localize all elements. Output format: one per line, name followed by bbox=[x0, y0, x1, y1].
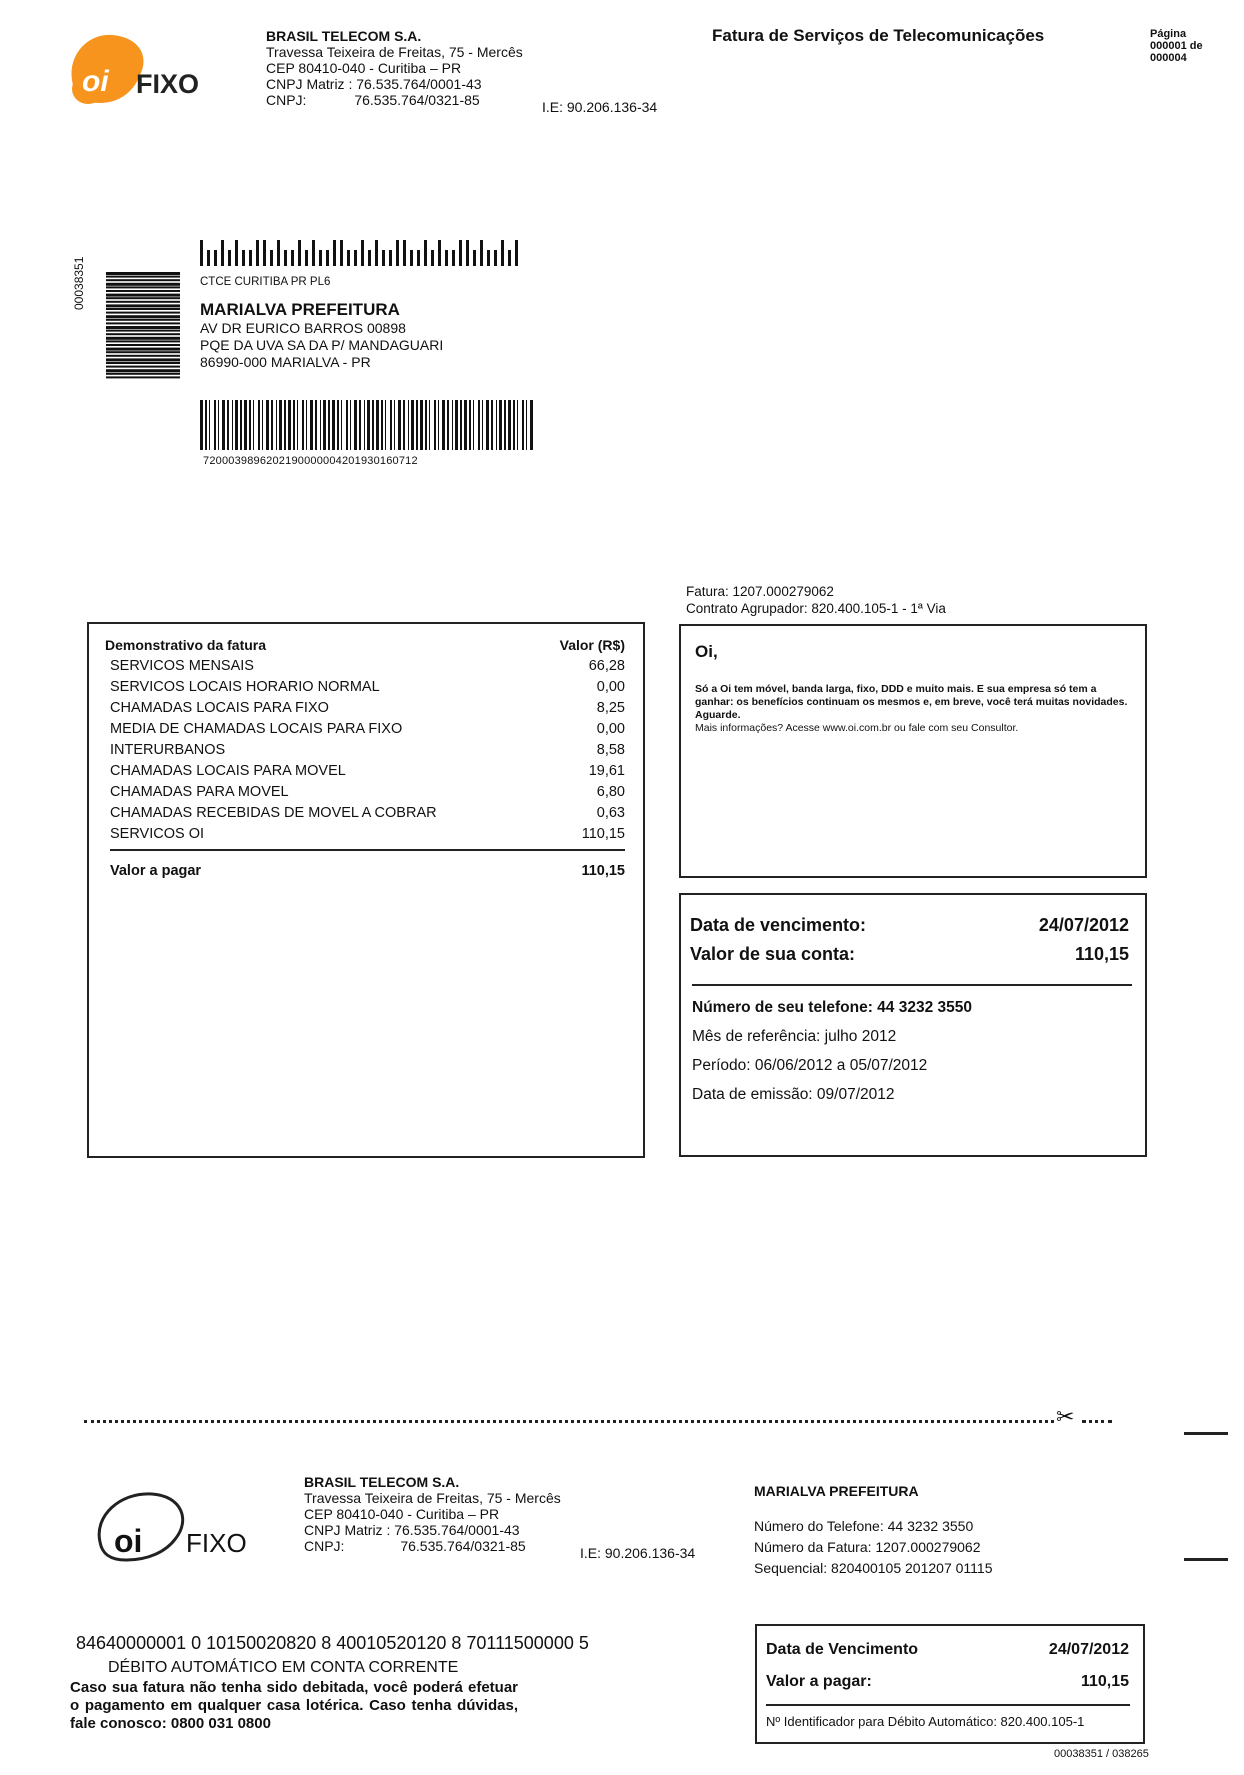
barcode-bar bbox=[359, 400, 361, 450]
summary-amount-value: 110,15 bbox=[1074, 944, 1129, 964]
ctce-label: CTCE CURITIBA PR PL6 bbox=[200, 276, 331, 288]
statement-total-row bbox=[105, 861, 625, 882]
barcode-bar bbox=[526, 400, 527, 450]
page-total: 000004 bbox=[1150, 52, 1187, 64]
message-greeting: Oi, bbox=[695, 642, 718, 661]
side-bar bbox=[106, 369, 180, 372]
summary-amount-label: Valor de sua conta: bbox=[690, 944, 856, 964]
postal-bar bbox=[235, 240, 238, 266]
statement-item-row bbox=[110, 740, 625, 761]
stub-debit-title: DÉBITO AUTOMÁTICO EM CONTA CORRENTE bbox=[108, 1659, 459, 1676]
barcode-bar bbox=[227, 400, 229, 450]
side-bar bbox=[106, 326, 180, 329]
postal-bar bbox=[340, 240, 343, 266]
postal-bar bbox=[396, 240, 399, 266]
company-cnpj-value: 76.535.764/0321-85 bbox=[354, 92, 480, 108]
side-bar bbox=[106, 376, 180, 378]
barcode-bar bbox=[209, 400, 210, 450]
statement-header bbox=[105, 635, 625, 656]
side-bar bbox=[106, 362, 180, 364]
stub-due-value: 24/07/2012 bbox=[1048, 1641, 1129, 1658]
statement-item-value: 0,00 bbox=[596, 721, 625, 737]
stub-company-cnpj-label: CNPJ: bbox=[304, 1538, 345, 1554]
invoice-contract: Contrato Agrupador: 820.400.105-1 - 1ª Via bbox=[686, 601, 946, 616]
statement-item-row bbox=[110, 803, 625, 824]
barcode-bar bbox=[469, 400, 471, 450]
summary-box bbox=[679, 893, 1147, 1157]
postal-bar bbox=[424, 240, 427, 266]
barcode-bar bbox=[504, 400, 506, 450]
barcode-bar bbox=[508, 400, 511, 450]
postal-bar bbox=[242, 250, 245, 266]
postal-bar bbox=[256, 240, 259, 266]
barcode-bar bbox=[232, 400, 233, 450]
statement-total-label: Valor a pagar bbox=[110, 863, 202, 879]
barcode-bar bbox=[200, 400, 203, 450]
barcode-bar bbox=[262, 400, 263, 450]
summary-amount-row bbox=[690, 940, 1129, 969]
stub-company-name: BRASIL TELECOM S.A. bbox=[304, 1474, 460, 1490]
page-label: Página bbox=[1150, 28, 1187, 40]
statement-item-label: CHAMADAS LOCAIS PARA FIXO bbox=[110, 700, 329, 716]
barcode-bar bbox=[416, 400, 418, 450]
barcode-bar bbox=[530, 400, 533, 450]
company-address-1: Travessa Teixeira de Freitas, 75 - Mercês bbox=[266, 44, 523, 60]
recipient-barcode-number: 7200039896202190000004201930160712 bbox=[203, 455, 418, 467]
postal-bar bbox=[249, 250, 252, 266]
barcode-bar bbox=[341, 400, 342, 450]
recipient-barcode bbox=[200, 400, 535, 450]
barcode-bar bbox=[249, 400, 251, 450]
statement-item-value: 66,28 bbox=[588, 658, 625, 674]
statement-total-value: 110,15 bbox=[581, 863, 625, 879]
barcode-bar bbox=[460, 400, 462, 450]
postal-bar bbox=[312, 240, 315, 266]
statement-item-value: 8,58 bbox=[596, 742, 625, 758]
postal-bar bbox=[207, 250, 210, 266]
statement-item-label: INTERURBANOS bbox=[110, 742, 226, 758]
postal-bar bbox=[501, 240, 504, 266]
summary-due-row bbox=[690, 911, 1129, 940]
message-paragraph-2: Mais informações? Acesse www.oi.com.br ou fale com seu Consultor. bbox=[695, 722, 1019, 734]
stub-company-ie: I.E: 90.206.136-34 bbox=[580, 1545, 696, 1561]
barcode-bar bbox=[473, 400, 474, 450]
statement-divider bbox=[110, 849, 625, 851]
recipient-line-2: PQE DA UVA SA DA P/ MANDAGUARI bbox=[200, 337, 444, 353]
statement-item-value: 0,00 bbox=[596, 679, 625, 695]
cut-line-end bbox=[1082, 1420, 1112, 1423]
postal-bar bbox=[361, 240, 364, 266]
stub-client-name: MARIALVA PREFEITURA bbox=[754, 1483, 919, 1499]
message-paragraph-1: Só a Oi tem móvel, banda larga, fixo, DDD e muito mais. E sua empresa só tem a ganhar: os benefícios continuam os mesmos e, em breve, você terá muitas novidades. Aguarde. bbox=[695, 683, 1128, 721]
side-bar bbox=[106, 319, 180, 321]
postal-bar bbox=[494, 250, 497, 266]
postal-bar bbox=[221, 240, 224, 266]
postal-bar bbox=[347, 250, 350, 266]
barcode-bar bbox=[455, 400, 458, 450]
company-cnpj-label: CNPJ: bbox=[266, 92, 307, 108]
statement-item-row bbox=[110, 656, 625, 677]
side-bar bbox=[106, 315, 180, 318]
barcode-bar bbox=[381, 400, 383, 450]
postal-bar bbox=[277, 240, 280, 266]
stub-due-box bbox=[755, 1624, 1145, 1744]
postal-bar bbox=[382, 250, 385, 266]
barcode-bar bbox=[346, 400, 348, 450]
stub-oi-logo bbox=[90, 1480, 290, 1570]
barcode-bar bbox=[205, 400, 207, 450]
postal-bar bbox=[284, 250, 287, 266]
summary-due-label: Data de vencimento: bbox=[690, 915, 867, 935]
postal-bar bbox=[410, 250, 413, 266]
stub-sequence: Sequencial: 820400105 201207 01115 bbox=[754, 1560, 993, 1576]
stub-company-block bbox=[304, 1474, 561, 1554]
barcode-bar bbox=[218, 400, 219, 450]
logo-oi-text: oi bbox=[82, 65, 109, 98]
recipient-address bbox=[200, 300, 443, 371]
postal-bar bbox=[508, 250, 511, 266]
postal-bar bbox=[389, 250, 392, 266]
barcode-bar bbox=[258, 400, 260, 450]
stub-footer-code: 00038351 / 038265 bbox=[1054, 1748, 1149, 1760]
postal-bar bbox=[452, 250, 455, 266]
barcode-bar bbox=[271, 400, 273, 450]
postal-bar bbox=[515, 240, 518, 266]
barcode-bar bbox=[332, 400, 335, 450]
recipient-line-1: AV DR EURICO BARROS 00898 bbox=[200, 320, 406, 336]
header-company-block bbox=[266, 28, 523, 108]
side-bar bbox=[106, 283, 180, 286]
postal-bar bbox=[333, 240, 336, 266]
recipient-line-3: 86990-000 MARIALVA - PR bbox=[200, 354, 371, 370]
postal-bar bbox=[403, 240, 406, 266]
postal-bar bbox=[473, 250, 476, 266]
scissors-icon: ✂ bbox=[1056, 1404, 1075, 1429]
statement-box bbox=[87, 622, 645, 1158]
barcode-bar bbox=[337, 400, 339, 450]
postal-bar bbox=[305, 250, 308, 266]
postal-bar bbox=[200, 240, 203, 266]
summary-issue-date: Data de emissão: 09/07/2012 bbox=[692, 1086, 895, 1103]
cut-line bbox=[84, 1420, 1054, 1423]
barcode-bar bbox=[390, 400, 392, 450]
invoice-reference bbox=[686, 583, 946, 617]
statement-items bbox=[105, 656, 625, 845]
statement-item-value: 110,15 bbox=[581, 826, 625, 842]
postal-bar bbox=[417, 250, 420, 266]
stub-oi-logo-mark bbox=[90, 1480, 200, 1570]
side-code: 00038351 bbox=[72, 256, 86, 310]
side-bar bbox=[106, 279, 180, 281]
side-bar bbox=[106, 355, 180, 357]
stub-company-cnpj-value: 76.535.764/0321-85 bbox=[400, 1538, 526, 1554]
barcode-bar bbox=[429, 400, 430, 450]
stub-logo-oi-text: oi bbox=[114, 1523, 143, 1559]
barcode-bar bbox=[320, 400, 321, 450]
barcode-bar bbox=[293, 400, 295, 450]
statement-item-label: MEDIA DE CHAMADAS LOCAIS PARA FIXO bbox=[110, 721, 403, 737]
barcode-bar bbox=[411, 400, 414, 450]
postal-bar bbox=[375, 240, 378, 266]
barcode-bar bbox=[442, 400, 445, 450]
postal-bar bbox=[466, 240, 469, 266]
summary-reference-month: Mês de referência: julho 2012 bbox=[692, 1028, 897, 1045]
barcode-bar bbox=[513, 400, 515, 450]
statement-item-label: CHAMADAS LOCAIS PARA MOVEL bbox=[110, 763, 346, 779]
company-ie: I.E: 90.206.136-34 bbox=[542, 99, 658, 115]
barcode-bar bbox=[425, 400, 427, 450]
postal-bar bbox=[431, 250, 434, 266]
page-indicator bbox=[1150, 28, 1203, 64]
postal-bar bbox=[298, 240, 301, 266]
statement-item-row bbox=[110, 761, 625, 782]
side-bar bbox=[106, 322, 180, 324]
stub-company-cnpj-matriz: CNPJ Matriz : 76.535.764/0001-43 bbox=[304, 1522, 520, 1538]
side-bar bbox=[106, 312, 180, 314]
page-number: 000001 de bbox=[1150, 40, 1203, 52]
barcode-bar bbox=[499, 400, 502, 450]
stub-company-address-1: Travessa Teixeira de Freitas, 75 - Mercês bbox=[304, 1490, 561, 1506]
company-address-2: CEP 80410-040 - Curitiba – PR bbox=[266, 60, 462, 76]
stub-due-divider bbox=[766, 1704, 1130, 1706]
stub-client-block bbox=[754, 1483, 992, 1579]
side-barcode bbox=[106, 272, 180, 382]
company-name: BRASIL TELECOM S.A. bbox=[266, 28, 422, 44]
side-bar bbox=[106, 304, 180, 307]
barcode-bar bbox=[398, 400, 401, 450]
statement-item-label: SERVICOS LOCAIS HORARIO NORMAL bbox=[110, 679, 380, 695]
stub-debit-text: Caso sua fatura não tenha sido debitada, você poderá efetuar o pagamento em qualquer casa lotérica. Caso tenha dúvidas, fale conosco: 0800 031 0800 bbox=[70, 1679, 518, 1732]
barcode-bar bbox=[385, 400, 386, 450]
postal-bar bbox=[270, 250, 273, 266]
stub-phone: Número do Telefone: 44 3232 3550 bbox=[754, 1518, 974, 1534]
barcode-bar bbox=[376, 400, 379, 450]
postal-bar bbox=[228, 250, 231, 266]
barcode-bar bbox=[315, 400, 317, 450]
company-cnpj-matriz: CNPJ Matriz : 76.535.764/0001-43 bbox=[266, 76, 482, 92]
postal-barcode bbox=[200, 240, 530, 266]
barcode-bar bbox=[364, 400, 365, 450]
summary-period: Período: 06/06/2012 a 05/07/2012 bbox=[692, 1057, 928, 1074]
message-box bbox=[679, 624, 1147, 878]
statement-item-value: 8,25 bbox=[596, 700, 625, 716]
barcode-bar bbox=[447, 400, 449, 450]
barcode-bar bbox=[478, 400, 480, 450]
side-bar bbox=[106, 358, 180, 361]
barcode-bar bbox=[323, 400, 326, 450]
barcode-bar bbox=[367, 400, 370, 450]
barcode-bar bbox=[482, 400, 483, 450]
postal-bar bbox=[326, 250, 329, 266]
barcode-bar bbox=[297, 400, 298, 450]
stub-amount-value: 110,15 bbox=[1080, 1673, 1129, 1690]
side-bar bbox=[106, 290, 180, 292]
summary-phone: Número de seu telefone: 44 3232 3550 bbox=[692, 999, 972, 1016]
side-bar bbox=[106, 330, 180, 332]
logo-fixo-text: FIXO bbox=[136, 69, 200, 99]
barcode-bar bbox=[235, 400, 238, 450]
side-bar bbox=[106, 348, 180, 351]
statement-item-label: SERVICOS OI bbox=[110, 826, 205, 842]
barcode-bar bbox=[464, 400, 467, 450]
statement-item-label: CHAMADAS PARA MOVEL bbox=[110, 784, 289, 800]
barcode-bar bbox=[434, 400, 436, 450]
barcode-bar bbox=[496, 400, 497, 450]
side-bar bbox=[106, 351, 180, 353]
barcode-bar bbox=[284, 400, 286, 450]
stub-debit-id: Nº Identificador para Débito Automático: 820.400.105-1 bbox=[766, 1714, 1085, 1729]
barcode-bar bbox=[310, 400, 313, 450]
invoice-number: Fatura: 1207.000279062 bbox=[686, 584, 834, 599]
recipient-name: MARIALVA PREFEITURA bbox=[200, 300, 400, 319]
statement-item-label: SERVICOS MENSAIS bbox=[110, 658, 254, 674]
statement-item-row bbox=[110, 677, 625, 698]
barcode-bar bbox=[486, 400, 489, 450]
barcode-bar bbox=[279, 400, 282, 450]
barcode-bar bbox=[394, 400, 395, 450]
stub-due-label: Data de Vencimento bbox=[766, 1641, 919, 1658]
barcode-bar bbox=[452, 400, 453, 450]
barcode-bar bbox=[403, 400, 405, 450]
statement-item-label: CHAMADAS RECEBIDAS DE MOVEL A COBRAR bbox=[110, 805, 437, 821]
statement-item-row bbox=[110, 824, 625, 845]
side-bar bbox=[106, 344, 180, 346]
barcode-bar bbox=[491, 400, 493, 450]
stub-due-row bbox=[766, 1634, 1129, 1666]
postal-bar bbox=[445, 250, 448, 266]
stub-company-address-2: CEP 80410-040 - Curitiba – PR bbox=[304, 1506, 500, 1522]
side-bar bbox=[106, 340, 180, 342]
side-bar bbox=[106, 286, 180, 288]
barcode-bar bbox=[222, 400, 225, 450]
statement-item-value: 0,63 bbox=[596, 805, 625, 821]
barcode-bar bbox=[276, 400, 277, 450]
summary-due-value: 24/07/2012 bbox=[1038, 915, 1129, 935]
statement-title: Demonstrativo da fatura bbox=[105, 637, 267, 653]
statement-item-row bbox=[110, 698, 625, 719]
barcode-bar bbox=[253, 400, 254, 450]
barcode-bar bbox=[354, 400, 357, 450]
barcode-bar bbox=[266, 400, 269, 450]
barcode-bar bbox=[350, 400, 351, 450]
statement-item-row bbox=[110, 782, 625, 803]
postal-bar bbox=[214, 250, 217, 266]
stub-invoice-number: Número da Fatura: 1207.000279062 bbox=[754, 1539, 981, 1555]
barcode-bar bbox=[306, 400, 307, 450]
postal-bar bbox=[438, 240, 441, 266]
barcode-bar bbox=[438, 400, 439, 450]
barcode-bar bbox=[420, 400, 423, 450]
statement-item-value: 6,80 bbox=[596, 784, 625, 800]
barcode-bar bbox=[522, 400, 524, 450]
side-bar bbox=[106, 366, 180, 368]
barcode-bar bbox=[517, 400, 518, 450]
oi-logo bbox=[60, 25, 210, 110]
postal-bar bbox=[354, 250, 357, 266]
side-bar bbox=[106, 276, 180, 278]
barcode-bar bbox=[244, 400, 247, 450]
barcode-bar bbox=[302, 400, 304, 450]
side-bar bbox=[106, 337, 180, 340]
postal-bar bbox=[487, 250, 490, 266]
postal-bar bbox=[319, 250, 322, 266]
side-bar bbox=[106, 373, 180, 375]
barcode-bar bbox=[408, 400, 409, 450]
document-title: Fatura de Serviços de Telecomunicações bbox=[712, 26, 1045, 45]
barcode-bar bbox=[372, 400, 374, 450]
stub-logo-fixo-text: FIXO bbox=[186, 1528, 247, 1558]
postal-bar bbox=[459, 240, 462, 266]
side-bar bbox=[106, 294, 180, 297]
postal-bar bbox=[368, 250, 371, 266]
side-bar bbox=[106, 272, 180, 275]
statement-value-header: Valor (R$) bbox=[559, 637, 625, 653]
summary-divider bbox=[692, 984, 1132, 986]
statement-item-value: 19,61 bbox=[588, 763, 625, 779]
barcode-bar bbox=[328, 400, 330, 450]
edge-mark-1 bbox=[1184, 1432, 1228, 1435]
edge-mark-2 bbox=[1184, 1558, 1228, 1561]
barcode-bar bbox=[288, 400, 291, 450]
postal-bar bbox=[263, 240, 266, 266]
postal-bar bbox=[291, 250, 294, 266]
statement-item-row bbox=[110, 719, 625, 740]
side-bar bbox=[106, 297, 180, 299]
barcode-bar bbox=[240, 400, 242, 450]
stub-amount-label: Valor a pagar: bbox=[766, 1673, 872, 1690]
side-bar bbox=[106, 333, 180, 335]
barcode-bar bbox=[214, 400, 216, 450]
side-bar bbox=[106, 301, 180, 303]
stub-digitable-line: 84640000001 0 10150020820 8 40010520120 8 70111500000 5 bbox=[76, 1633, 589, 1653]
postal-bar bbox=[480, 240, 483, 266]
stub-amount-row bbox=[766, 1666, 1129, 1698]
side-bar bbox=[106, 308, 180, 310]
